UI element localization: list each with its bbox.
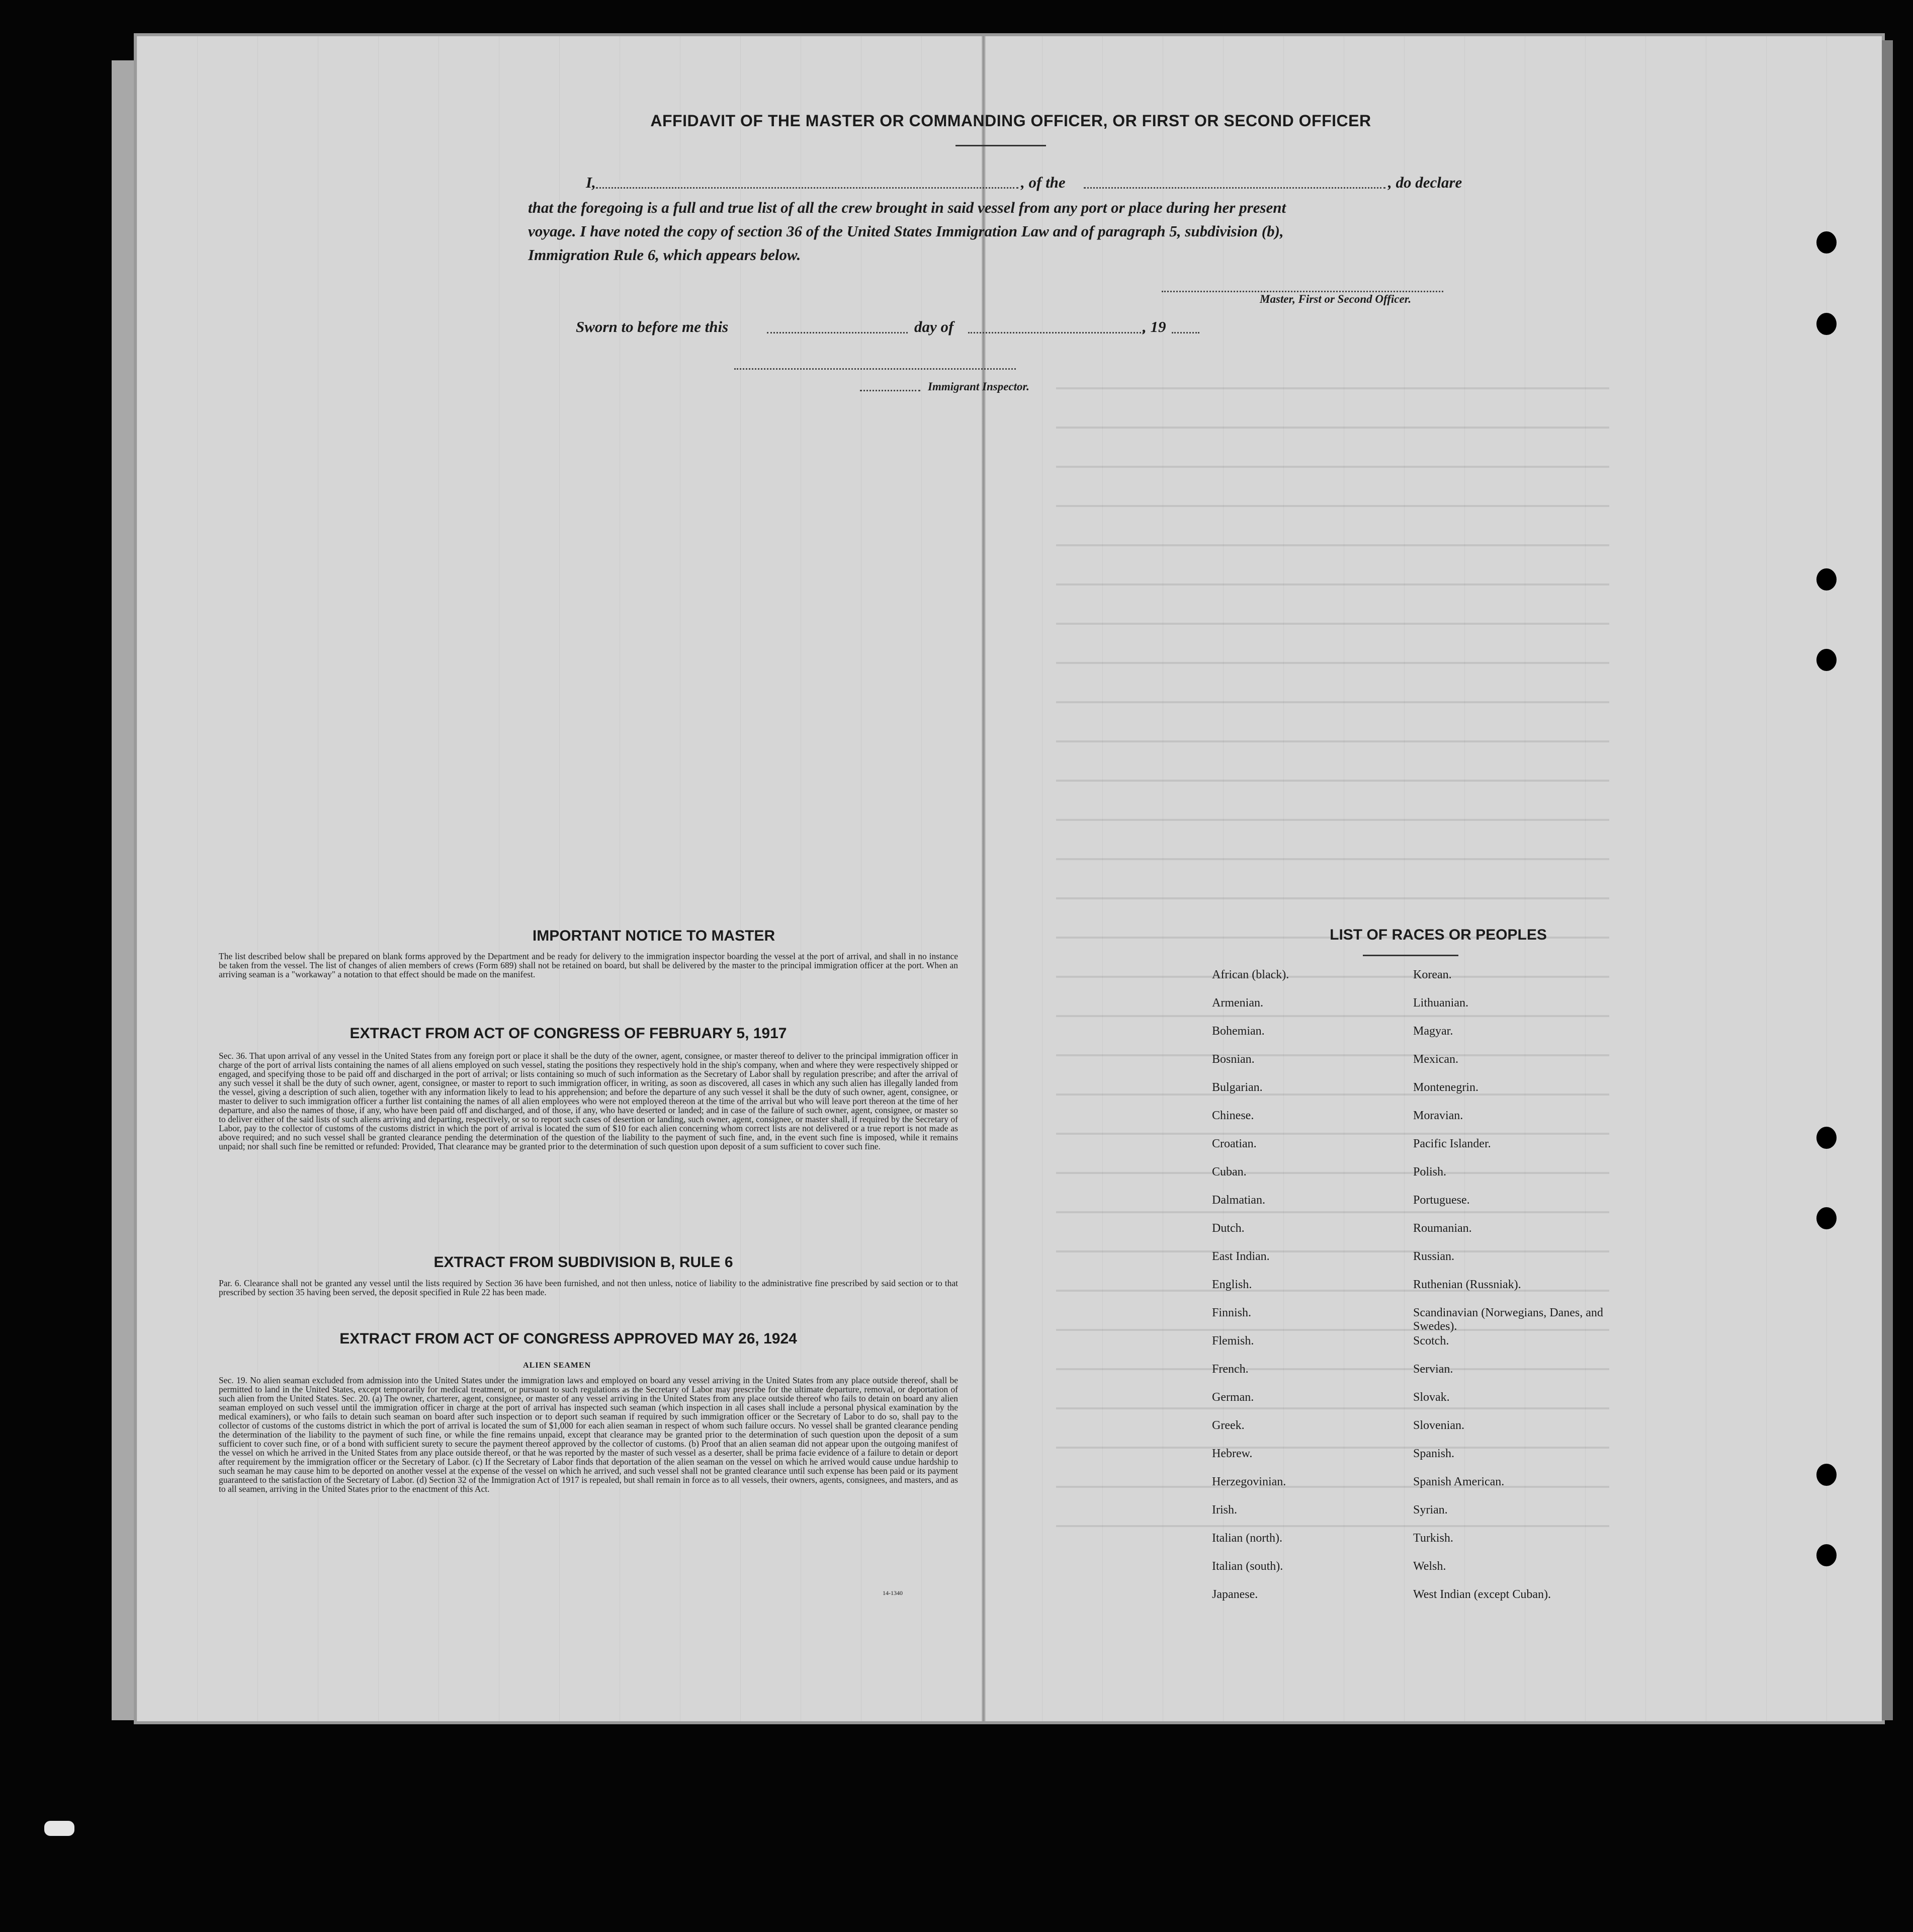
alien-seamen-subtitle: ALIEN SEAMEN [523,1361,591,1370]
affidavit-line-2: that the foregoing is a full and true list of all the crew brought in said vessel from any port or place during her present [528,199,1286,216]
act-1924-title: EXTRACT FROM ACT OF CONGRESS APPROVED MAY 26, 1924 [339,1330,797,1347]
affidavit-title: AFFIDAVIT OF THE MASTER OR COMMANDING OFFICER, OR FIRST OR SECOND OFFICER [650,112,1371,130]
name-blank [596,187,1018,189]
ghost-row [1056,505,1609,507]
race-item: Servian. [1413,1363,1453,1376]
race-item: Japanese. [1212,1588,1258,1601]
punch-hole [1816,1207,1837,1229]
races-underline [1363,955,1458,956]
punch-hole [1816,1544,1837,1566]
race-item: Italian (south). [1212,1560,1283,1573]
race-item: Flemish. [1212,1334,1254,1348]
act-1917-title: EXTRACT FROM ACT OF CONGRESS OF FEBRUARY 5, 1917 [350,1025,787,1042]
race-item: Montenegrin. [1413,1081,1479,1094]
ghost-row [1056,819,1609,821]
race-item: Bosnian. [1212,1053,1255,1066]
race-item: Chinese. [1212,1109,1254,1122]
ghost-row [1056,858,1609,860]
race-item: Slovak. [1413,1391,1450,1404]
ghost-row [1056,583,1609,585]
ghost-row [1056,701,1609,703]
race-item: Croatian. [1212,1137,1257,1150]
sworn-text: Sworn to before me this [576,318,729,335]
vessel-blank [1084,187,1385,189]
title-underline [955,145,1046,146]
act-1924-text: Sec. 19. No alien seaman excluded from admission into the United States under the immigration laws and employed on board any vessel arriving in the United States from any place outside thereof, shall be permitted to land in the United States, except temporarily for medical treatment, or pursuant to such regulations as the Secretary of Labor may prescribe for the ultimate departure, removal, or deportation of such alien from the United States. Sec. 20. (a) The owner, charterer, agent, consignee, or master of any vessel arriving in the United States from any place outside thereof who fails to detain on board any alien seaman employed on such vessel until the immigration officer in charge at the port of arrival has inspected such seaman (which inspection in all cases shall include a personal physical examination by the medical examiners), or who fails to detain such seaman on board after such inspection or to deport such seaman if required by such immigration officer or the Secretary of Labor to do so, shall pay to the collector of customs of the customs district in which the port of arrival is located the sum of $1,000 for each alien seaman in respect of whom such failure occurs. No vessel shall be granted clearance pending the determination of the liability to the payment of such fine, or while the fine remains unpaid, except that clearance may be granted prior to the determination of such question upon the deposit of a sum sufficient to cover such fine, or of a bond with sufficient surety to secure the payment thereof approved by the collector of customs. (b) Proof that an alien seaman did not appear upon the outgoing manifest of the vessel on which he arrived in the United States from any place outside thereof, or that he was reported by the master of such vessel as a deserter, shall be prima facie evidence of a failure to detain or deport after requirement by the immigration officer or the Secretary of Labor. (c) If the Secretary of Labor finds that deportation of the alien seaman on the vessel on which he arrived would cause undue hardship to such seaman he may cause him to be deported on another vessel at the expense of the vessel on which he arrived, and such vessel shall not be granted clearance until such expense has been paid or its payment guaranteed to the satisfaction of the Secretary of Labor. (d) Section 32 of the Immigration Act of 1917 is repealed, but shall remain in force as to all vessels, their owners, agents, consignees, and masters, and as to all seamen, arriving in the United States prior to the enactment of this Act. [219,1375,958,1494]
races-title: LIST OF RACES OR PEOPLES [1330,927,1547,943]
punch-hole [1816,231,1837,254]
race-item: Turkish. [1413,1532,1453,1545]
ghost-row [1056,662,1609,664]
ghost-row [1056,1133,1609,1135]
race-item: English. [1212,1278,1252,1291]
sworn-year: , 19 [1143,318,1166,335]
race-item: Lithuanian. [1413,996,1468,1010]
inspector-label: Immigrant Inspector. [928,380,1029,393]
race-item: Slovenian. [1413,1419,1464,1432]
race-item: Syrian. [1413,1503,1448,1517]
race-item: Spanish. [1413,1447,1455,1460]
page-right-edge [1882,40,1893,1720]
ghost-row [1056,623,1609,625]
ghost-row [1056,1407,1609,1409]
affidavit-i: I, [586,174,596,191]
race-item: Cuban. [1212,1165,1247,1179]
sworn-day-blank [767,332,908,333]
race-item: Irish. [1212,1503,1237,1517]
race-item: East Indian. [1212,1250,1270,1263]
punch-hole [1816,1127,1837,1149]
race-item: Italian (north). [1212,1532,1282,1545]
race-item: Ruthenian (Russniak). [1413,1278,1521,1291]
ghost-row [1056,1525,1609,1527]
race-item: West Indian (except Cuban). [1413,1588,1551,1601]
ghost-row [1056,1211,1609,1213]
sworn-month-blank [968,332,1144,333]
rule-6-title: EXTRACT FROM SUBDIVISION B, RULE 6 [433,1254,733,1271]
race-item: Spanish American. [1413,1475,1505,1488]
punch-hole [1816,568,1837,591]
affidavit-line-3: voyage. I have noted the copy of section 36 of the United States Immigration Law and of paragraph 5, subdivision (b), [528,222,1284,240]
race-item: Bohemian. [1212,1025,1265,1038]
race-item: Scotch. [1413,1334,1449,1348]
punch-hole [1816,313,1837,335]
notice-text: The list described below shall be prepared on blank forms approved by the Department and be ready for delivery to the immigration inspector boarding the vessel at the port of arrival, and shall in no instance be taken from the vessel. The list of changes of alien members of crews (Form 689) shall not be retained on board, but shall be delivered by the master to the principal immigration officer at the port. When an arriving seaman is a "workaway" a notation to that effect should be made on the manifest. [219,951,958,979]
notice-title: IMPORTANT NOTICE TO MASTER [532,928,775,944]
ghost-row [1056,780,1609,782]
sworn-day-of: day of [914,318,954,335]
race-item: Pacific Islander. [1413,1137,1491,1150]
race-item: Hebrew. [1212,1447,1253,1460]
inspector-signature-line-2 [860,390,920,391]
race-item: Finnish. [1212,1306,1252,1319]
act-1917-text: Sec. 36. That upon arrival of any vessel in the United States from any foreign port or place it shall be the duty of the owner, agent, consignee, or master thereof to deliver to the principal immigration officer in charge of the port of arrival lists containing the names of all aliens employed on such vessel, stating the positions they respectively hold in the ship's company, when and where they were respectively shipped or engaged, and specifying those to be paid off and discharged in the port of arrival; or lists containing so much of such information as the Secretary of Labor shall by regulation prescribe; and after the arrival of any such vessel it shall be the duty of such owner, agent, consignee, or master to report to such immigration officer, in writing, as soon as discovered, all cases in which any such alien has illegally landed from the vessel, giving a description of such alien, together with any information likely to lead to his apprehension; and before the departure of any such vessel it shall be the duty of such owner, agent, consignee, or master to deliver to such immigration officer a further list containing the names of all alien employees who were not employed thereon at the time of the arrival but who will leave port thereon at the time of her departure, and also the names of those, if any, who have been paid off and discharged, and of those, if any, who have deserted or landed; and in case of the failure of such owner, agent, consignee, or master so to deliver either of the said lists of such aliens arriving and departing, respectively, or so to report such cases of desertion or landing, such owner, agent, consignee, or master shall, if required by the Secretary of Labor, pay to the collector of customs of the customs district in which the port of arrival is located the sum of $10 for each alien concerning whom correct lists are not delivered or a true report is not made as above required; and no such vessel shall be granted clearance pending the determination of the question of the liability to the payment of such fine, and, in the event such fine is imposed, while it remains unpaid; nor shall such fine be remitted or refunded: Provided, That clearance may be granted prior to the determination of such question upon deposit of a sum sufficient to cover such fine. [219,1051,958,1151]
ghost-row [1056,1015,1609,1017]
race-item: Korean. [1413,968,1452,981]
ghost-row [1056,897,1609,899]
master-signature-label: Master, First or Second Officer. [1260,293,1412,305]
race-item: Portuguese. [1413,1194,1470,1207]
form-number: 14-1340 [883,1589,903,1597]
race-item: Dutch. [1212,1222,1245,1235]
master-signature-line [1162,291,1443,292]
race-item: Herzegovinian. [1212,1475,1286,1488]
ghost-row [1056,544,1609,546]
race-item: Bulgarian. [1212,1081,1263,1094]
ghost-row [1056,427,1609,429]
race-item: Mexican. [1413,1053,1458,1066]
race-item: Scandinavian (Norwegians, Danes, and Swedes). [1413,1306,1603,1333]
race-item: Russian. [1413,1250,1455,1263]
race-item: Welsh. [1413,1560,1446,1573]
ghost-row [1056,387,1609,389]
race-item: German. [1212,1391,1254,1404]
race-item: Roumanian. [1413,1222,1472,1235]
race-item: French. [1212,1363,1249,1376]
race-item: Moravian. [1413,1109,1463,1122]
center-fold [982,36,986,1721]
stamp-mark [44,1821,74,1836]
race-item: Polish. [1413,1165,1447,1179]
race-item: Armenian. [1212,996,1263,1010]
ghost-row [1056,466,1609,468]
punch-hole [1816,649,1837,671]
punch-hole [1816,1464,1837,1486]
race-item: Greek. [1212,1419,1245,1432]
ghost-row [1056,740,1609,742]
affidavit-of-the: , of the [1021,174,1066,191]
rule-6-text: Par. 6. Clearance shall not be granted any vessel until the lists required by Section 36 have been furnished, and not then unless, notice of liability to the administrative fine prescribed by said section or to that prescribed by section 35 having been served, the deposit specified in Rule 22 has been made. [219,1278,958,1297]
inspector-signature-line [734,368,1016,370]
race-item: Magyar. [1413,1025,1453,1038]
sworn-year-blank [1172,332,1199,333]
race-item: Dalmatian. [1212,1194,1265,1207]
race-item: African (black). [1212,968,1289,981]
affidavit-declare: , do declare [1388,174,1462,191]
affidavit-line-4: Immigration Rule 6, which appears below. [528,246,801,264]
